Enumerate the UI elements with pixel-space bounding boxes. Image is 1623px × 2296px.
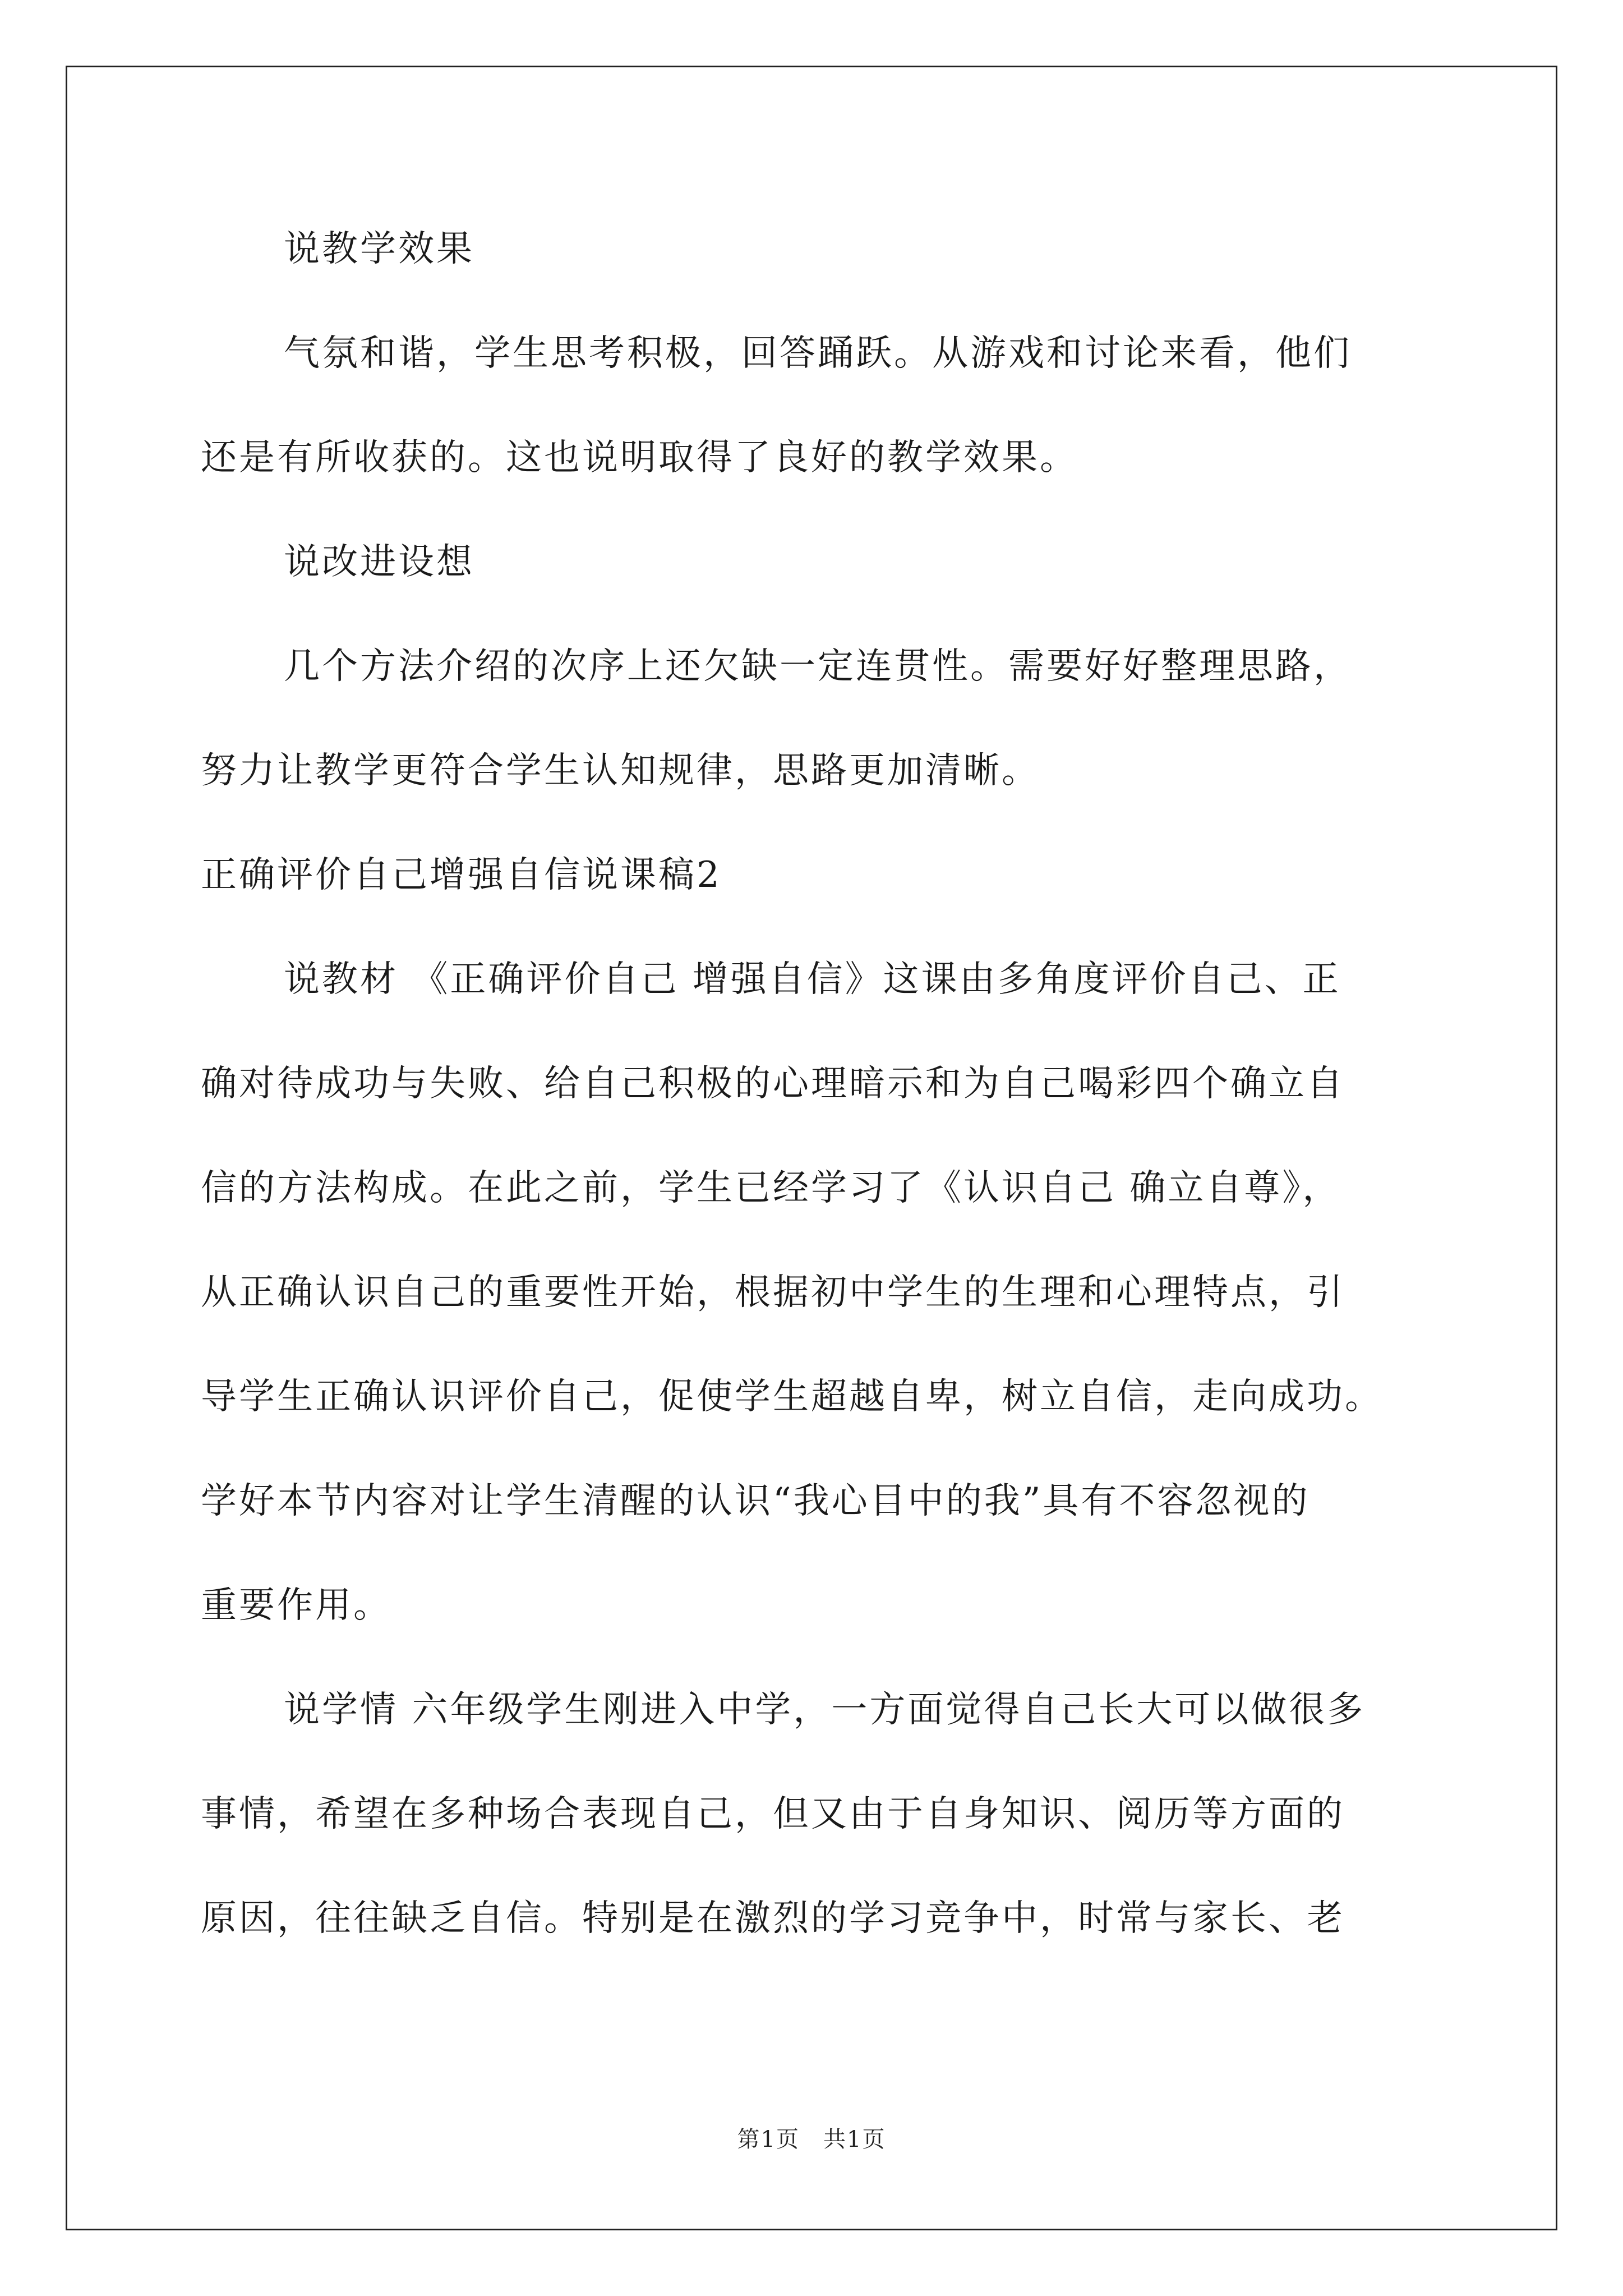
paragraph-line: 还是有所收获的。这也说明取得了良好的教学效果。	[201, 437, 1078, 478]
paragraph-line: 事情，希望在多种场合表现自己，但又由于自身知识、阅历等方面的	[201, 1793, 1345, 1835]
paragraph-line: 信的方法构成。在此之前，学生已经学习了《认识自己 确立自尊》，	[201, 1167, 1341, 1209]
document-title: 正确评价自己增强自信说课稿2	[201, 854, 722, 896]
section-heading: 说改进设想	[284, 541, 474, 583]
paragraph-line: 说学情 六年级学生刚进入中学，一方面觉得自己长大可以做很多	[284, 1689, 1366, 1731]
paragraph-line: 从正确认识自己的重要性开始，根据初中学生的生理和心理特点，引	[201, 1272, 1345, 1313]
page-number-footer: 第1页 共1页	[737, 2127, 886, 2152]
section-heading: 说教学效果	[284, 228, 474, 270]
paragraph-line: 说教材 《正确评价自己 增强自信》这课由多角度评价自己、正	[284, 959, 1341, 1000]
paragraph-line: 确对待成功与失败、给自己积极的心理暗示和为自己喝彩四个确立自	[201, 1063, 1345, 1105]
paragraph-line: 原因，往往缺乏自信。特别是在激烈的学习竞争中，时常与家长、老	[201, 1898, 1345, 1939]
paragraph-line: 努力让教学更符合学生认知规律，思路更加清晰。	[201, 750, 1040, 792]
document-body	[201, 216, 1429, 1990]
paragraph-line: 气氛和谐，学生思考积极，回答踊跃。从游戏和讨论来看，他们	[284, 333, 1352, 374]
paragraph-line: 导学生正确认识评价自己，促使学生超越自卑，树立自信，走向成功。	[201, 1376, 1383, 1418]
paragraph-line: 重要作用。	[201, 1585, 391, 1626]
paragraph-line: 学好本节内容对让学生清醒的认识“我心目中的我”具有不容忽视的	[201, 1480, 1310, 1522]
paragraph-line: 几个方法介绍的次序上还欠缺一定连贯性。需要好好整理思路，	[284, 646, 1352, 687]
